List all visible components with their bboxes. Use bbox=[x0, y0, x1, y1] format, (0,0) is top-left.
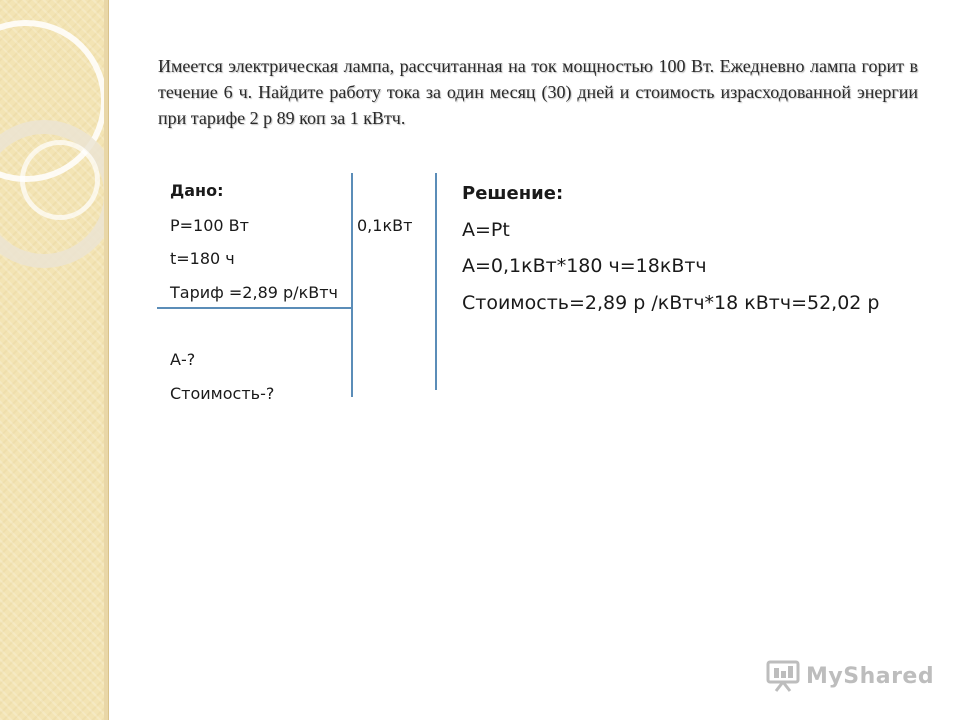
find-cost: Стоимость-? bbox=[170, 384, 275, 403]
solution-work-calc: А=0,1кВт*180 ч=18кВтч bbox=[462, 255, 707, 277]
find-work: А-? bbox=[170, 350, 196, 369]
given-divider-horizontal bbox=[157, 307, 352, 309]
given-time: t=180 ч bbox=[170, 249, 235, 268]
given-heading: Дано: bbox=[170, 181, 224, 200]
given-power-converted: 0,1кВт bbox=[357, 216, 413, 235]
given-power: Р=100 Вт bbox=[170, 216, 249, 235]
solution-heading: Решение: bbox=[462, 183, 564, 204]
solution-cost-calc: Стоимость=2,89 р /кВтч*18 кВтч=52,02 р bbox=[462, 292, 880, 314]
side-panel-border bbox=[104, 0, 109, 720]
solution-formula: А=Рt bbox=[462, 219, 510, 241]
decorative-ring bbox=[20, 140, 100, 220]
solution-divider-vertical bbox=[435, 173, 437, 390]
given-divider-vertical bbox=[351, 173, 353, 397]
presentation-board-icon bbox=[766, 660, 800, 692]
watermark-logo bbox=[766, 656, 934, 696]
watermark-brand: MyShared bbox=[806, 663, 935, 689]
given-tariff: Тариф =2,89 р/кВтч bbox=[170, 283, 338, 302]
decorative-side-panel bbox=[0, 0, 104, 720]
problem-statement: Имеется электрическая лампа, рассчитанная на ток мощностью 100 Вт. Ежедневно лампа горит в течение 6 ч. Найдите работу тока за один месяц (30) дней и стоимость израсходованной энергии при тарифе 2 р 89 коп за 1 кВтч. bbox=[158, 56, 918, 128]
